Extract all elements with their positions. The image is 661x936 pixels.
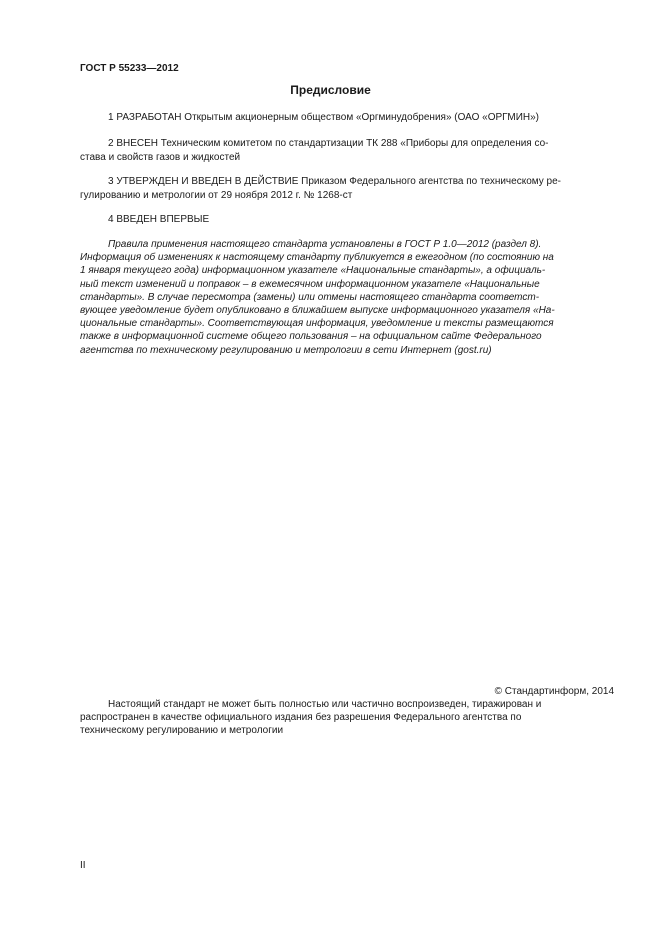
paragraph-line: Правила применения настоящего стандарта установлены в ГОСТ Р 1.0—2012 (раздел 8). xyxy=(108,239,542,250)
paragraph-line: 2 ВНЕСЕН Техническим комитетом по стандартизации ТК 288 «Приборы для определения со- xyxy=(108,138,549,149)
paragraph-rules-of-application xyxy=(80,238,615,357)
paragraph-line: распространен в качестве официального издания без разрешения Федерального агентства по xyxy=(80,712,522,723)
paragraph-line: циональные стандарты». Соответствующая информация, уведомление и тексты размещаются xyxy=(80,318,554,330)
paragraph-line: 3 УТВЕРЖДЕН И ВВЕДЕН В ДЕЙСТВИЕ Приказом Федерального агентства по техническому ре- xyxy=(108,176,561,187)
paragraph-line: также в информационной системе общего пользования – на официальном сайте Федерального xyxy=(80,331,542,343)
copyright-notice: © Стандартинформ, 2014 xyxy=(494,686,614,697)
paragraph-line: техническому регулированию и метрологии xyxy=(80,725,284,736)
document-id: ГОСТ Р 55233—2012 xyxy=(80,63,179,74)
reproduction-notice xyxy=(80,698,615,737)
paragraph-line: ный текст изменений и поправок – в ежемесячном информационном указателе «Национальные xyxy=(80,278,540,290)
paragraph-line: Настоящий стандарт не может быть полностью или частично воспроизведен, тиражирован и xyxy=(108,699,542,710)
section-title: Предисловие xyxy=(290,83,371,97)
paragraph-approved xyxy=(80,175,615,203)
paragraph-developed-by: 1 РАЗРАБОТАН Открытым акционерным обществом «Оргминудобрения» (ОАО «ОРГМИН») xyxy=(108,112,540,123)
paragraph-line: Информация об изменениях к настоящему стандарту публикуется в ежегодном (по состоянию на xyxy=(80,252,554,264)
paragraph-introduced-by xyxy=(80,137,615,165)
paragraph-line: стандарты». В случае пересмотра (замены) или отмены настоящего стандарта соответст- xyxy=(80,291,540,303)
paragraph-line: става и свойств газов и жидкостей xyxy=(80,152,241,163)
paragraph-line: агентства по техническому регулированию и метрологии в сети Интернет (gost.ru) xyxy=(80,344,492,356)
paragraph-first-introduced: 4 ВВЕДЕН ВПЕРВЫЕ xyxy=(108,214,210,225)
paragraph-line: 1 января текущего года) информационном указателе «Национальные стандарты», а официаль- xyxy=(80,265,546,277)
paragraph-line: гулированию и метрологии от 29 ноября 2012 г. № 1268-ст xyxy=(80,190,353,201)
paragraph-line: вующее уведомление будет опубликовано в ближайшем выпуске информационного указателя «На- xyxy=(80,305,555,317)
page-number: II xyxy=(80,860,86,871)
